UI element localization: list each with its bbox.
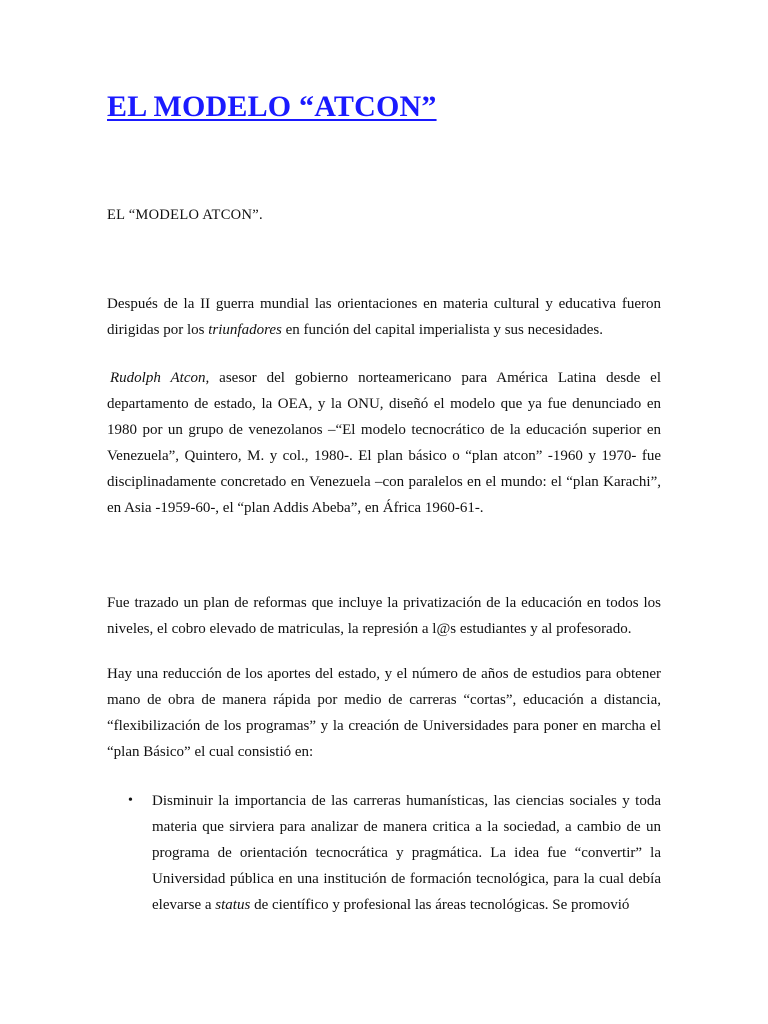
- paragraph-2-emphasis: Rudolph Atcon,: [110, 370, 210, 386]
- list-item: [107, 788, 661, 918]
- paragraph-3: Fue trazado un plan de reformas que incluye la privatización de la educación en todos los niveles, el cobro elevado de matriculas, la represión a l@s estudiantes y al profesorado.: [107, 595, 661, 637]
- document-subtitle: EL “MODELO ATCON”.: [107, 207, 263, 223]
- paragraph-2-text-b: asesor del gobierno norteamericano para América Latina desde el departamento de estado, la OEA, y la ONU, diseñó el modelo que ya fue denunciado en 1980 por un grupo de venezolanos –“El modelo tecnocrático de la educación superior en Venezuela”, Quintero, M. y col., 1980-. El plan básico o “plan atcon” -1960 y 1970- fue disciplinadamente concretado en Venezuela –con paralelos en el mundo: el “plan Karachi”, en Asia -1959-60-, el “plan Addis Abeba”, en África 1960-61-.: [107, 370, 661, 516]
- bullet-marker: •: [128, 793, 133, 808]
- bullet-list: [107, 788, 661, 918]
- paragraph-1: [107, 291, 661, 343]
- list-item-text-c: de científico y profesional las áreas tecnológicas. Se promovió: [250, 897, 630, 913]
- paragraph-1-text-a: Después de la II guerra mundial las orientaciones en materia cultural y educativa fueron dirigidas por los: [107, 296, 661, 338]
- paragraph-2: [107, 365, 661, 521]
- paragraph-1-text-c: en función del capital imperialista y sus necesidades.: [281, 322, 604, 338]
- list-item-text-a: Disminuir la importancia de las carreras humanísticas, las ciencias sociales y toda materia que sirviera para analizar de manera critica a la sociedad, a cambio de un programa de orientación tecnocrática y pragmática. La idea fue “convertir” la Universidad pública en una institución de formación tecnológica, para la cual debía elevarse a: [152, 793, 661, 913]
- paragraph-1-emphasis: triunfadores: [208, 322, 282, 338]
- paragraph-4: Hay una reducción de los aportes del estado, y el número de años de estudios para obtener mano de obra de manera rápida por medio de carreras “cortas”, educación a distancia, “flexibilización de los programas” y la creación de Universidades para poner en marcha el “plan Básico” el cual consistió en:: [107, 666, 661, 760]
- list-item-emphasis: status: [215, 897, 251, 913]
- document-title: EL MODELO “ATCON”: [107, 90, 437, 123]
